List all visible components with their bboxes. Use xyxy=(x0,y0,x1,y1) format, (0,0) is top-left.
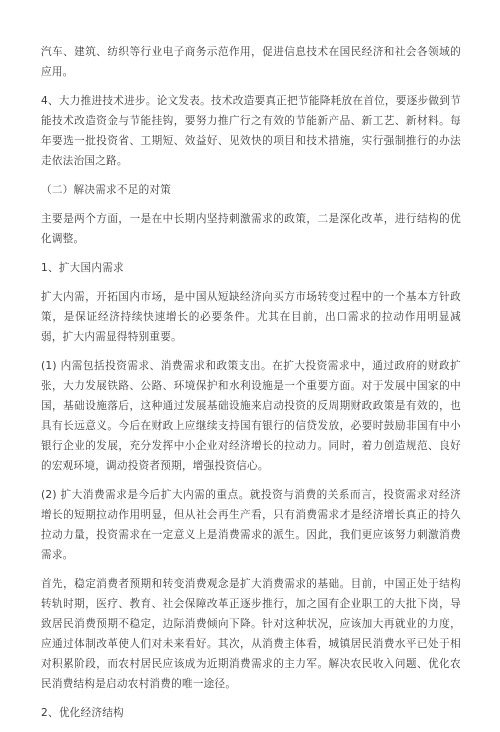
subheading-expand-domestic-demand: 1、扩大国内需求 xyxy=(41,262,124,274)
document-page xyxy=(41,42,461,732)
paragraph-consumption-demand: (2) 扩大消费需求是今后扩大内需的重点。就投资与消费的关系而言，投资需求对经济增长的短期拉动作用明显，但从社会再生产看，只有消费需求才是经济增长真正的持久拉动力量，投资需求在一定意义上是消费需求的派生。因此，我们更应该努力刺激消费需求。 xyxy=(41,489,461,561)
paragraph-expand-domestic-demand: 扩大内需，开拓国内市场，是中国从短缺经济向买方市场转变过程中的一个基本方针政策，是保证经济持续快速增长的必要条件。尤其在目前，出口需求的拉动作用明显减弱，扩大内需显得特别重要。 xyxy=(41,291,461,343)
paragraph-ecommerce: 汽车、建筑、纺织等行业电子商务示范作用，促进信息技术在国民经济和社会各领域的应用。 xyxy=(41,46,461,78)
paragraph-technology-progress: 4、大力推进技术进步。论文发表。技术改造要真正把节能降耗放在首位，要逐步做到节能技术改造资金与节能挂钩，要努力推广行之有效的节能新产品、新工艺、新材料。每年要选一批投资省、工期短、效益好、见效快的项目和技术措施，实行强制推行的办法走依法治国之路。 xyxy=(41,95,461,167)
section-heading-demand-solutions: （二）解决需求不足的对策 xyxy=(41,184,172,196)
paragraph-consumer-expectations: 首先，稳定消费者预期和转变消费观念是扩大消费需求的基础。目前，中国正处于结构转轨时期，医疗、教育、社会保障改革正逐步推行，加之国有企业职工的大批下岗，导致居民消费预期不稳定，边际消费倾向下降。针对这种状况，应该加大再就业的力度，应通过体制改革使人们对未来看好。其次，从消费主体看，城镇居民消费水平已处于相对积累阶段，而农村居民应该成为近期消费需求的主力军。解决农民收入问题、优化农民消费结构是启动农村消费的唯一途径。 xyxy=(41,578,461,690)
subheading-optimize-economic-structure: 2、优化经济结构 xyxy=(41,707,124,719)
paragraph-investment-demand: (1) 内需包括投资需求、消费需求和政策支出。在扩大投资需求中，通过政府的财政扩张，大力发展铁路、公路、环境保护和水利设施是一个重要方面。对于发展中国家的中国，基础设施落后，这种通过发展基础设施来启动投资的反周期财政政策是有效的，也具有长远意义。今后在财政上应继续支持国有银行的信贷发放，必要时鼓励非国有中小银行企业的发展，充分发挥中小企业对经济增长的拉动力。同时，着力创造规范、良好的宏观环境，调动投资者预期，增强投资信心。 xyxy=(41,360,461,472)
paragraph-two-aspects: 主要是两个方面，一是在中长期内坚持刺激需求的政策，二是深化改革，进行结构的优化调整。 xyxy=(41,213,461,245)
